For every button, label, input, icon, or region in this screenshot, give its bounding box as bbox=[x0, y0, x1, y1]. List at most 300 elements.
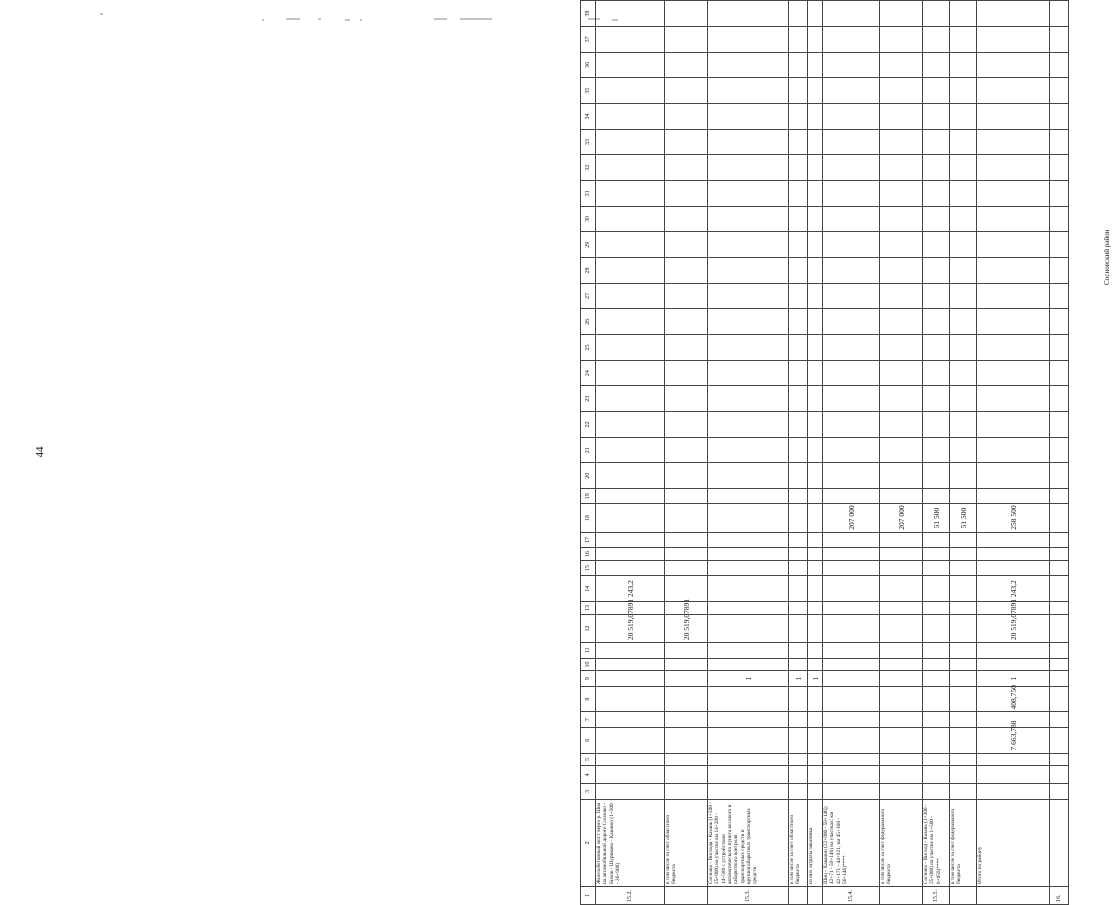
empty-cell bbox=[596, 78, 665, 104]
empty-cell bbox=[789, 766, 808, 784]
empty-cell bbox=[923, 181, 950, 207]
empty-cell bbox=[950, 766, 977, 784]
empty-cell bbox=[1050, 658, 1069, 671]
empty-cell bbox=[950, 614, 977, 642]
empty-cell bbox=[923, 129, 950, 155]
empty-cell bbox=[1050, 560, 1069, 575]
empty-cell bbox=[708, 360, 789, 386]
table-row bbox=[665, 1, 708, 905]
empty-cell bbox=[708, 602, 789, 615]
row-name bbox=[1050, 799, 1069, 886]
empty-cell bbox=[923, 671, 950, 686]
empty-cell bbox=[977, 658, 1050, 671]
empty-cell bbox=[923, 658, 950, 671]
empty-cell bbox=[708, 232, 789, 258]
empty-cell bbox=[596, 686, 665, 712]
empty-cell bbox=[1050, 766, 1069, 784]
empty-cell bbox=[808, 437, 823, 463]
empty-cell bbox=[880, 576, 923, 602]
empty-cell bbox=[977, 78, 1050, 104]
empty-cell bbox=[823, 489, 880, 504]
empty-cell bbox=[1050, 335, 1069, 361]
empty-cell bbox=[1050, 52, 1069, 78]
empty-cell bbox=[823, 412, 880, 438]
empty-cell bbox=[665, 155, 708, 181]
empty-cell bbox=[1050, 309, 1069, 335]
empty-cell bbox=[789, 412, 808, 438]
empty-cell bbox=[789, 712, 808, 727]
empty-cell bbox=[823, 335, 880, 361]
table-row bbox=[789, 1, 808, 905]
value-cell: 243,2 bbox=[596, 576, 665, 602]
empty-cell bbox=[1050, 206, 1069, 232]
empty-cell bbox=[789, 283, 808, 309]
empty-cell bbox=[789, 309, 808, 335]
empty-cell bbox=[665, 437, 708, 463]
empty-cell bbox=[880, 309, 923, 335]
empty-cell bbox=[708, 727, 789, 753]
empty-cell bbox=[823, 129, 880, 155]
empty-cell bbox=[923, 489, 950, 504]
empty-cell bbox=[596, 412, 665, 438]
table-row bbox=[880, 1, 923, 905]
column-number-18: 18 bbox=[581, 504, 596, 532]
value-cell: 51 500 bbox=[923, 504, 950, 532]
empty-cell bbox=[789, 232, 808, 258]
value-cell: 20 519,07891 bbox=[977, 614, 1050, 642]
empty-cell bbox=[950, 463, 977, 489]
empty-cell bbox=[950, 753, 977, 766]
empty-cell bbox=[596, 129, 665, 155]
empty-cell bbox=[880, 489, 923, 504]
empty-cell bbox=[977, 181, 1050, 207]
empty-cell bbox=[923, 26, 950, 52]
empty-cell bbox=[708, 1, 789, 27]
column-number-20: 20 bbox=[581, 463, 596, 489]
empty-cell bbox=[1050, 232, 1069, 258]
column-number-6: 6 bbox=[581, 727, 596, 753]
value-cell: 20 519,07891 bbox=[665, 614, 708, 642]
empty-cell bbox=[950, 360, 977, 386]
empty-cell bbox=[823, 232, 880, 258]
empty-cell bbox=[823, 258, 880, 284]
empty-cell bbox=[950, 489, 977, 504]
empty-cell bbox=[823, 283, 880, 309]
empty-cell bbox=[808, 206, 823, 232]
row-name: Шиц - Хаванин (22+800 - 59+146); 42+71 - 59+146) на участках: км 42+171 - 44+921, км 45+160 - 56+146)**** bbox=[823, 799, 880, 886]
table-row bbox=[923, 1, 950, 905]
row-name: в том числе за счет областного бюджета bbox=[789, 799, 808, 886]
empty-cell bbox=[823, 753, 880, 766]
empty-cell bbox=[789, 753, 808, 766]
empty-cell bbox=[977, 104, 1050, 130]
empty-cell bbox=[950, 232, 977, 258]
empty-cell bbox=[789, 129, 808, 155]
empty-cell bbox=[880, 532, 923, 547]
empty-cell bbox=[977, 784, 1050, 799]
empty-cell bbox=[789, 489, 808, 504]
empty-cell bbox=[977, 206, 1050, 232]
district-signature: Сосновский район bbox=[1103, 229, 1111, 285]
empty-cell bbox=[665, 104, 708, 130]
empty-cell bbox=[596, 643, 665, 658]
empty-cell bbox=[665, 686, 708, 712]
empty-cell bbox=[823, 360, 880, 386]
empty-cell bbox=[789, 727, 808, 753]
empty-cell bbox=[596, 258, 665, 284]
column-number-9: 9 bbox=[581, 671, 596, 686]
column-number-11: 11 bbox=[581, 643, 596, 658]
empty-cell bbox=[880, 129, 923, 155]
empty-cell bbox=[808, 712, 823, 727]
empty-cell bbox=[880, 258, 923, 284]
empty-cell bbox=[1050, 463, 1069, 489]
empty-cell bbox=[880, 658, 923, 671]
row-name: в том числе за счет федерального бюджета bbox=[950, 799, 977, 886]
column-number-21: 21 bbox=[581, 437, 596, 463]
empty-cell bbox=[789, 602, 808, 615]
budget-table bbox=[580, 0, 1069, 905]
empty-cell bbox=[808, 614, 823, 642]
value-cell: 1 bbox=[977, 671, 1050, 686]
empty-cell bbox=[880, 602, 923, 615]
empty-cell bbox=[596, 26, 665, 52]
empty-cell bbox=[789, 686, 808, 712]
row-number bbox=[880, 887, 923, 905]
table-row bbox=[708, 1, 789, 905]
empty-cell bbox=[823, 643, 880, 658]
column-number-3: 3 bbox=[581, 784, 596, 799]
empty-cell bbox=[977, 412, 1050, 438]
empty-cell bbox=[950, 258, 977, 284]
empty-cell bbox=[708, 437, 789, 463]
value-cell: 1 bbox=[708, 671, 789, 686]
row-name: Итого по району bbox=[977, 799, 1050, 886]
value-cell: 258 500 bbox=[977, 504, 1050, 532]
empty-cell bbox=[596, 155, 665, 181]
empty-cell bbox=[708, 504, 789, 532]
empty-cell bbox=[665, 671, 708, 686]
empty-cell bbox=[665, 727, 708, 753]
column-number-22: 22 bbox=[581, 412, 596, 438]
empty-cell bbox=[977, 335, 1050, 361]
empty-cell bbox=[880, 386, 923, 412]
empty-cell bbox=[823, 52, 880, 78]
empty-cell bbox=[665, 258, 708, 284]
empty-cell bbox=[789, 335, 808, 361]
empty-cell bbox=[880, 52, 923, 78]
value-cell: 1 bbox=[789, 671, 808, 686]
empty-cell bbox=[789, 181, 808, 207]
empty-cell bbox=[665, 26, 708, 52]
empty-cell bbox=[1050, 437, 1069, 463]
empty-cell bbox=[808, 232, 823, 258]
empty-cell bbox=[808, 753, 823, 766]
empty-cell bbox=[708, 532, 789, 547]
empty-cell bbox=[596, 727, 665, 753]
column-number-17: 17 bbox=[581, 532, 596, 547]
empty-cell bbox=[880, 643, 923, 658]
empty-cell bbox=[880, 206, 923, 232]
empty-cell bbox=[1050, 548, 1069, 561]
empty-cell bbox=[789, 504, 808, 532]
empty-cell bbox=[789, 437, 808, 463]
empty-cell bbox=[880, 560, 923, 575]
empty-cell bbox=[923, 155, 950, 181]
empty-cell bbox=[1050, 386, 1069, 412]
empty-cell bbox=[1050, 671, 1069, 686]
empty-cell bbox=[823, 712, 880, 727]
empty-cell bbox=[823, 614, 880, 642]
column-number-13: 13 bbox=[581, 602, 596, 615]
column-number-8: 8 bbox=[581, 686, 596, 712]
empty-cell bbox=[708, 643, 789, 658]
empty-cell bbox=[823, 155, 880, 181]
empty-cell bbox=[880, 360, 923, 386]
empty-cell bbox=[789, 658, 808, 671]
empty-cell bbox=[977, 155, 1050, 181]
empty-cell bbox=[665, 78, 708, 104]
empty-cell bbox=[708, 258, 789, 284]
scan-artifacts bbox=[0, 0, 640, 40]
column-number-30: 30 bbox=[581, 206, 596, 232]
empty-cell bbox=[789, 784, 808, 799]
row-number: 15.2. bbox=[596, 887, 665, 905]
empty-cell bbox=[1050, 614, 1069, 642]
empty-cell bbox=[1050, 753, 1069, 766]
empty-cell bbox=[1050, 686, 1069, 712]
empty-cell bbox=[665, 766, 708, 784]
empty-cell bbox=[880, 463, 923, 489]
empty-cell bbox=[823, 602, 880, 615]
empty-cell bbox=[823, 766, 880, 784]
empty-cell bbox=[808, 360, 823, 386]
row-number bbox=[808, 887, 823, 905]
empty-cell bbox=[823, 686, 880, 712]
empty-cell bbox=[880, 181, 923, 207]
value-cell: 7 663,788 bbox=[977, 727, 1050, 753]
empty-cell bbox=[708, 181, 789, 207]
value-cell: 207 000 bbox=[823, 504, 880, 532]
empty-cell bbox=[1050, 727, 1069, 753]
column-number-5: 5 bbox=[581, 753, 596, 766]
empty-cell bbox=[596, 283, 665, 309]
empty-cell bbox=[977, 766, 1050, 784]
empty-cell bbox=[789, 1, 808, 27]
empty-cell bbox=[880, 412, 923, 438]
empty-cell bbox=[977, 532, 1050, 547]
empty-cell bbox=[808, 643, 823, 658]
empty-cell bbox=[596, 532, 665, 547]
row-name: в том числе за счет федерального бюджета bbox=[880, 799, 923, 886]
row-number: 15.3. bbox=[708, 887, 789, 905]
empty-cell bbox=[880, 283, 923, 309]
empty-cell bbox=[923, 560, 950, 575]
empty-cell bbox=[923, 727, 950, 753]
empty-cell bbox=[923, 283, 950, 309]
empty-cell bbox=[823, 548, 880, 561]
empty-cell bbox=[923, 614, 950, 642]
empty-cell bbox=[880, 1, 923, 27]
empty-cell bbox=[923, 463, 950, 489]
empty-cell bbox=[823, 104, 880, 130]
empty-cell bbox=[1050, 576, 1069, 602]
rotated-table-page bbox=[580, 0, 1112, 905]
empty-cell bbox=[950, 1, 977, 27]
empty-cell bbox=[708, 784, 789, 799]
empty-cell bbox=[923, 712, 950, 727]
empty-cell bbox=[596, 504, 665, 532]
empty-cell bbox=[808, 727, 823, 753]
empty-cell bbox=[665, 784, 708, 799]
empty-cell bbox=[823, 560, 880, 575]
table-row bbox=[950, 1, 977, 905]
empty-cell bbox=[923, 576, 950, 602]
empty-cell bbox=[977, 386, 1050, 412]
empty-cell bbox=[708, 129, 789, 155]
empty-cell bbox=[880, 104, 923, 130]
value-cell: 20 519,07891 bbox=[596, 614, 665, 642]
empty-cell bbox=[708, 753, 789, 766]
row-number bbox=[789, 887, 808, 905]
empty-cell bbox=[1050, 412, 1069, 438]
row-number: 15.5. bbox=[923, 887, 950, 905]
empty-cell bbox=[977, 1, 1050, 27]
empty-cell bbox=[789, 614, 808, 642]
empty-cell bbox=[950, 283, 977, 309]
empty-cell bbox=[708, 283, 789, 309]
empty-cell bbox=[808, 576, 823, 602]
empty-cell bbox=[808, 489, 823, 504]
empty-cell bbox=[977, 560, 1050, 575]
empty-cell bbox=[823, 658, 880, 671]
empty-cell bbox=[977, 548, 1050, 561]
column-number-12: 12 bbox=[581, 614, 596, 642]
empty-cell bbox=[950, 437, 977, 463]
empty-cell bbox=[1050, 129, 1069, 155]
empty-cell bbox=[596, 753, 665, 766]
column-number-37: 37 bbox=[581, 26, 596, 52]
empty-cell bbox=[708, 548, 789, 561]
empty-cell bbox=[708, 26, 789, 52]
empty-cell bbox=[823, 784, 880, 799]
column-number-7: 7 bbox=[581, 712, 596, 727]
empty-cell bbox=[950, 576, 977, 602]
empty-cell bbox=[596, 671, 665, 686]
column-number-28: 28 bbox=[581, 258, 596, 284]
empty-cell bbox=[823, 463, 880, 489]
column-number-19: 19 bbox=[581, 489, 596, 504]
empty-cell bbox=[708, 335, 789, 361]
empty-cell bbox=[977, 489, 1050, 504]
empty-cell bbox=[808, 463, 823, 489]
empty-cell bbox=[950, 155, 977, 181]
empty-cell bbox=[708, 155, 789, 181]
empty-cell bbox=[950, 658, 977, 671]
empty-cell bbox=[665, 309, 708, 335]
empty-cell bbox=[708, 560, 789, 575]
empty-cell bbox=[977, 463, 1050, 489]
empty-cell bbox=[923, 437, 950, 463]
empty-cell bbox=[950, 412, 977, 438]
empty-cell bbox=[923, 104, 950, 130]
empty-cell bbox=[977, 437, 1050, 463]
empty-cell bbox=[708, 104, 789, 130]
empty-cell bbox=[596, 437, 665, 463]
empty-cell bbox=[665, 129, 708, 155]
empty-cell bbox=[1050, 1, 1069, 27]
empty-cell bbox=[789, 258, 808, 284]
empty-cell bbox=[789, 643, 808, 658]
empty-cell bbox=[596, 360, 665, 386]
empty-cell bbox=[880, 671, 923, 686]
empty-cell bbox=[1050, 532, 1069, 547]
empty-cell bbox=[665, 181, 708, 207]
value-cell: 1 bbox=[808, 671, 823, 686]
column-number-10: 10 bbox=[581, 658, 596, 671]
empty-cell bbox=[950, 602, 977, 615]
empty-cell bbox=[596, 784, 665, 799]
empty-cell bbox=[596, 386, 665, 412]
empty-cell bbox=[923, 258, 950, 284]
empty-cell bbox=[950, 181, 977, 207]
empty-cell bbox=[1050, 504, 1069, 532]
empty-cell bbox=[923, 206, 950, 232]
empty-cell bbox=[950, 26, 977, 52]
empty-cell bbox=[923, 602, 950, 615]
empty-cell bbox=[665, 283, 708, 309]
empty-cell bbox=[880, 712, 923, 727]
empty-cell bbox=[596, 658, 665, 671]
column-number-2: 2 bbox=[581, 799, 596, 886]
empty-cell bbox=[808, 686, 823, 712]
empty-cell bbox=[808, 258, 823, 284]
empty-cell bbox=[789, 463, 808, 489]
empty-cell bbox=[880, 784, 923, 799]
column-number-1: 1 bbox=[581, 887, 596, 905]
empty-cell bbox=[596, 766, 665, 784]
row-number: 15.4. bbox=[823, 887, 880, 905]
column-number-15: 15 bbox=[581, 560, 596, 575]
value-cell: 243,2 bbox=[977, 576, 1050, 602]
empty-cell bbox=[950, 78, 977, 104]
empty-cell bbox=[1050, 104, 1069, 130]
empty-cell bbox=[880, 686, 923, 712]
row-name: в том числе за счет областного бюджета bbox=[665, 799, 708, 886]
empty-cell bbox=[977, 232, 1050, 258]
empty-cell bbox=[1050, 489, 1069, 504]
value-cell: 207 000 bbox=[880, 504, 923, 532]
empty-cell bbox=[596, 104, 665, 130]
empty-cell bbox=[977, 258, 1050, 284]
empty-cell bbox=[923, 548, 950, 561]
empty-cell bbox=[665, 712, 708, 727]
empty-cell bbox=[977, 309, 1050, 335]
empty-cell bbox=[823, 26, 880, 52]
column-number-35: 35 bbox=[581, 78, 596, 104]
empty-cell bbox=[596, 206, 665, 232]
empty-cell bbox=[880, 26, 923, 52]
empty-cell bbox=[665, 232, 708, 258]
empty-cell bbox=[1050, 155, 1069, 181]
empty-cell bbox=[789, 78, 808, 104]
empty-cell bbox=[923, 766, 950, 784]
empty-cell bbox=[880, 155, 923, 181]
empty-cell bbox=[1050, 78, 1069, 104]
empty-cell bbox=[808, 658, 823, 671]
column-number-33: 33 bbox=[581, 129, 596, 155]
value-cell: 408,750 bbox=[977, 686, 1050, 712]
